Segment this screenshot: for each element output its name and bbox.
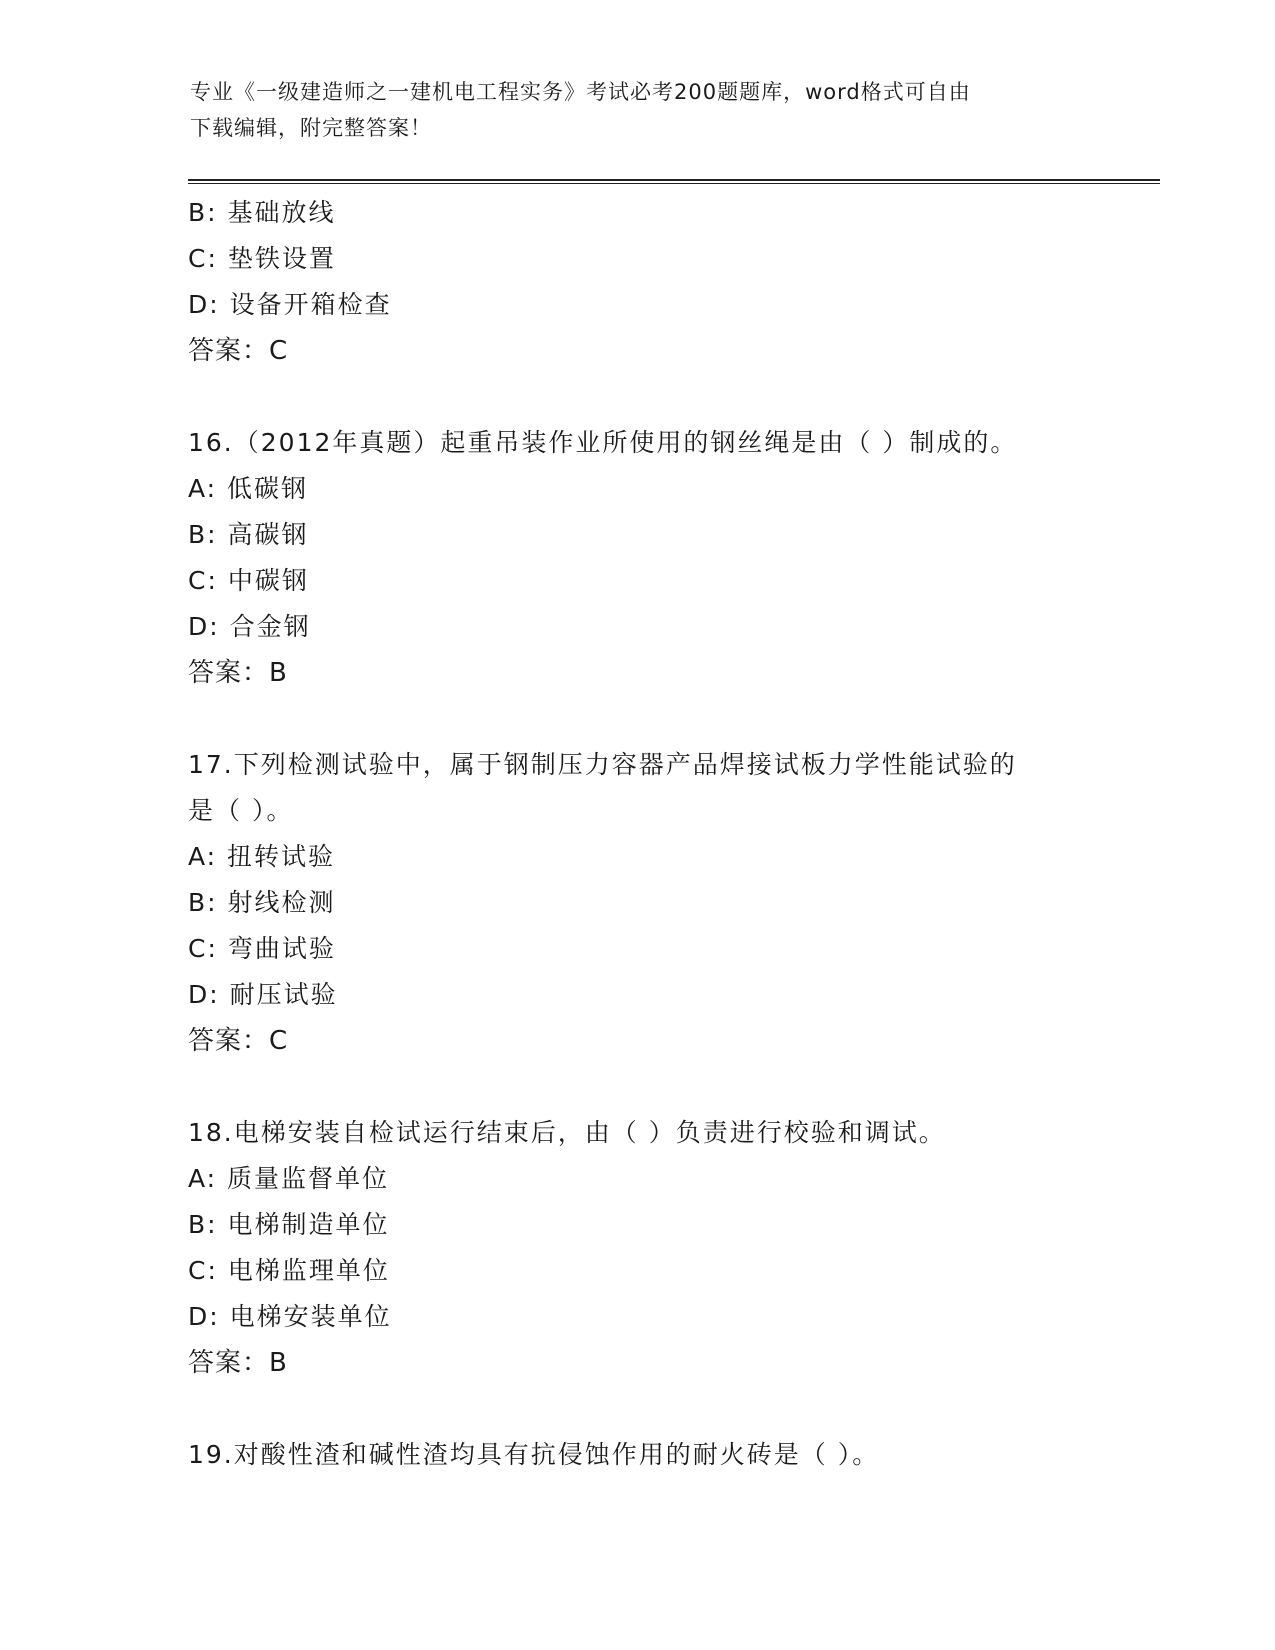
question-block-18 <box>188 1110 1088 1386</box>
spacer <box>188 374 1088 420</box>
option-d: D: 耐压试验 <box>188 980 338 1009</box>
question-block-16 <box>188 420 1088 696</box>
spacer <box>188 696 1088 742</box>
answer: 答案：B <box>188 1348 288 1378</box>
option-b: B: 射线检测 <box>188 888 336 917</box>
answer: 答案：B <box>188 658 288 688</box>
option-c: C: 电梯监理单位 <box>188 1256 390 1285</box>
option-c: C: 中碳钢 <box>188 566 309 595</box>
question-stem: 16.（2012年真题）起重吊装作业所使用的钢丝绳是由（ ）制成的。 <box>188 428 1018 457</box>
option-d: D: 合金钢 <box>188 612 311 641</box>
option-b: B: 基础放线 <box>188 198 336 227</box>
option-a: A: 扭转试验 <box>188 842 336 871</box>
option-c: C: 垫铁设置 <box>188 244 336 273</box>
option-d: D: 电梯安装单位 <box>188 1302 392 1331</box>
question-block-15 <box>188 190 1088 374</box>
question-stem-line-1: 17.下列检测试验中，属于钢制压力容器产品焊接试板力学性能试验的 <box>188 750 1017 779</box>
header-line-2: 下载编辑，附完整答案！ <box>190 116 432 140</box>
spacer <box>188 1064 1088 1110</box>
question-stem: 18.电梯安装自检试运行结束后，由（ ）负责进行校验和调试。 <box>188 1118 946 1147</box>
question-block-19 <box>188 1432 1088 1478</box>
question-list <box>188 190 1088 1478</box>
option-c: C: 弯曲试验 <box>188 934 336 963</box>
option-b: B: 电梯制造单位 <box>188 1210 390 1239</box>
option-a: A: 质量监督单位 <box>188 1164 390 1193</box>
answer: 答案：C <box>188 1026 289 1056</box>
option-b: B: 高碳钢 <box>188 520 309 549</box>
question-stem: 19.对酸性渣和碱性渣均具有抗侵蚀作用的耐火砖是（ ）。 <box>188 1440 880 1469</box>
question-block-17 <box>188 742 1088 1064</box>
header-divider <box>188 179 1160 184</box>
answer: 答案：C <box>188 336 289 366</box>
page-header <box>190 74 1090 146</box>
option-d: D: 设备开箱检查 <box>188 290 392 319</box>
header-line-1: 专业《一级建造师之一建机电工程实务》考试必考200题题库，word格式可自由 <box>190 80 971 104</box>
spacer <box>188 1386 1088 1432</box>
option-a: A: 低碳钢 <box>188 474 309 503</box>
question-stem-line-2: 是（ ）。 <box>188 796 294 825</box>
